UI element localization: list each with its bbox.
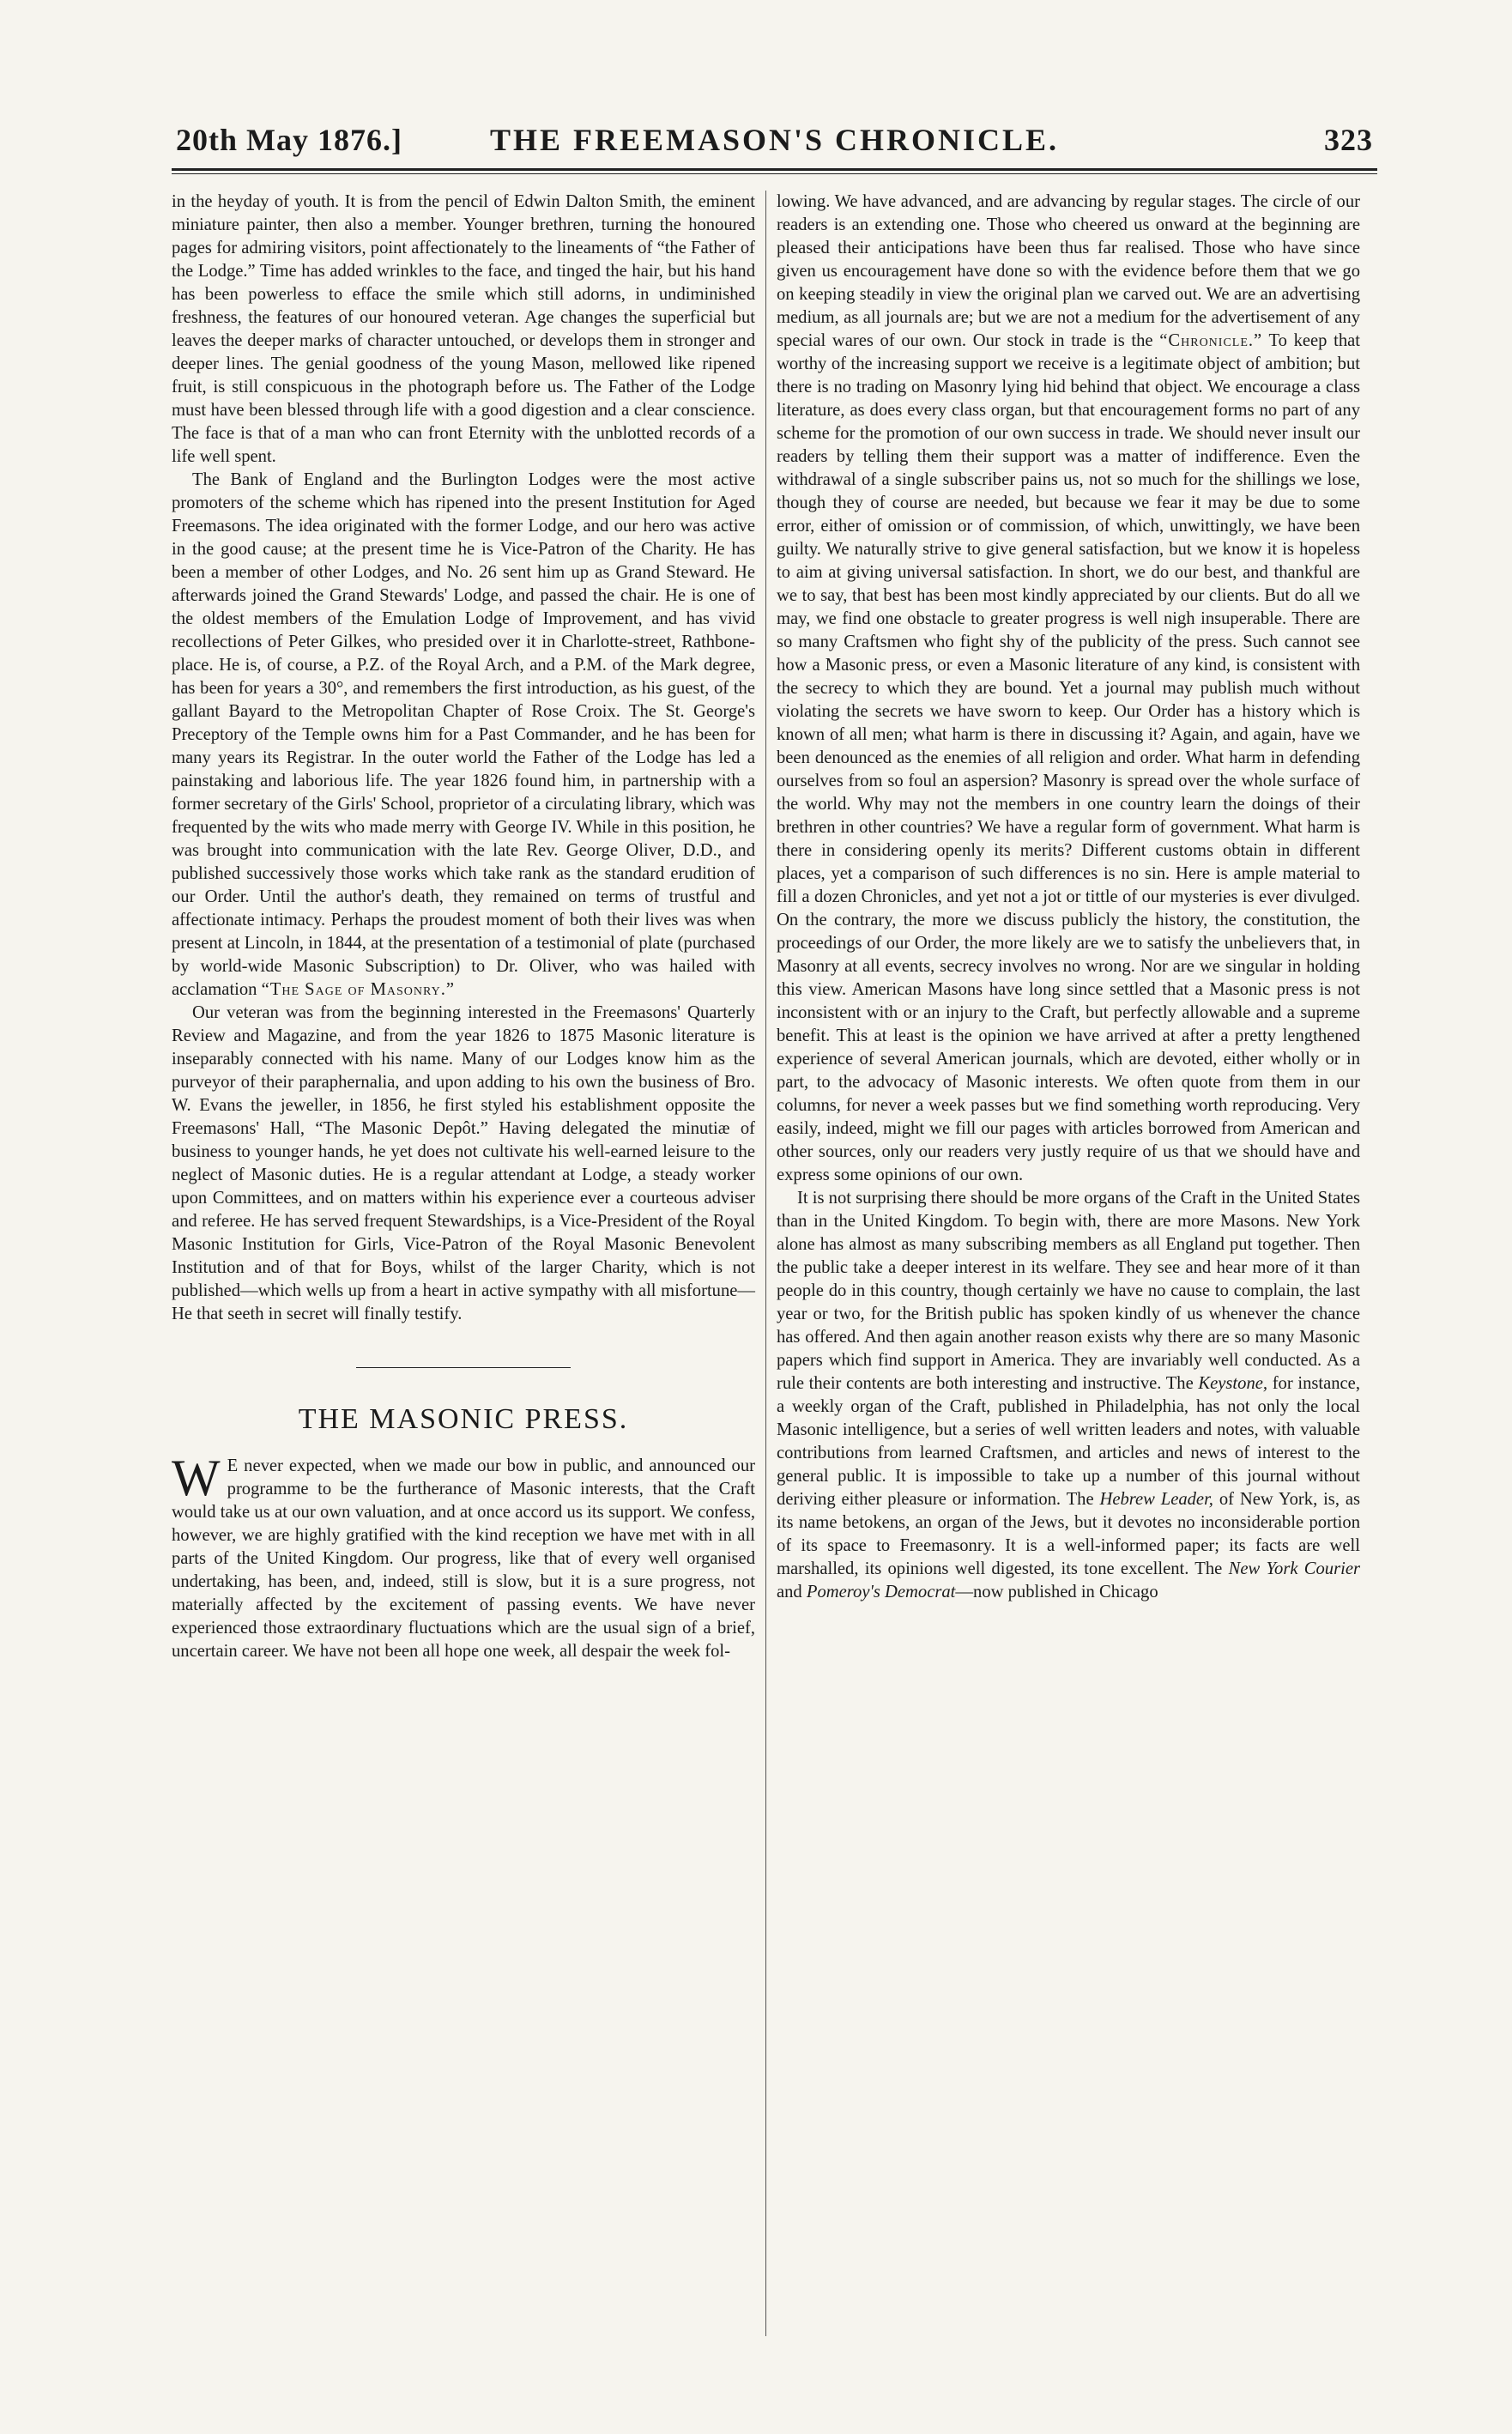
paragraph [172,1450,755,1663]
paragraph-text: and [777,1583,802,1601]
paragraph-text: —now published in Chicago [955,1583,1158,1601]
publication-name: New York Courier [1228,1559,1360,1578]
masthead-rule [172,168,1377,171]
paragraph-text: It is not surprising there should be more organs of the Craft in the United States than in the United Kingdom. To begin with, there are more Masons. New York alone has almost as many subscribing members as all England put together. Then the public take a deeper interest in its welfare. They see and hear more of it than people do in this country, though certainly we have no cause to complain, the last year or two, for the British public has spoken kindly of us whenever the chance has offered. And then again another reason exists why there are so many Masonic papers which find support in America. They are invariably well conducted. As a rule their contents are both interesting and instructive. The [777,1189,1360,1393]
paragraph [172,469,755,1002]
publication-name: Hebrew Leader, [1099,1490,1213,1509]
paragraph: in the heyday of youth. It is from the pencil of Edwin Dalton Smith, the eminent miniature painter, then also a member. Younger brethren, turning the honoured pages for admiring visitors, point affectionately to the lineaments of “the Father of the Lodge.” Time has added wrinkles to the face, and tinged the hair, but his hand has been powerless to efface the smile which still adorns, in undiminished freshness, the features of our honoured veteran. Age changes the superficial but leaves the deeper marks of character untouched, or develops them in stronger and deeper lines. The genial goodness of the young Mason, mellowed like ripened fruit, is still conspicuous in the photograph before us. The Father of the Lodge must have been blessed through life with a good digestion and a clear conscience. The face is that of a man who can front Eternity with the unblotted records of a life well spent. [172,192,755,466]
page-number: 323 [1324,123,1373,157]
publication-name: Keystone, [1198,1374,1268,1393]
section-separator [356,1367,571,1368]
masthead-rule-thin [172,173,1377,174]
publication-title: THE FREEMASON'S CHRONICLE. [489,123,1060,157]
right-column [777,191,1360,1604]
paragraph [777,191,1360,1187]
left-column [172,191,755,1663]
column-divider [765,191,766,2336]
paragraph-text: The Bank of England and the Burlington Lodges were the most active promoters of the scheme which has ripened into the present Institution for Aged Freemasons. The idea originated with the former Lodge, and our hero was active in the good cause; at the present time he is Vice-Patron of the Charity. He has been a member of other Lodges, and No. 26 sent him up as Grand Steward. He afterwards joined the Grand Stewards' Lodge, and passed the chair. He is one of the oldest members of the Emulation Lodge of Improvement, and has vivid recollections of Peter Gilkes, who presided over it in Charlotte-street, Rathbone-place. He is, of course, a P.Z. of the Royal Arch, and a P.M. of the Mark degree, has been for years a 30°, and remembers the first introduction, as his guest, of the gallant Bayard to the Metropolitan Chapter of Rose Croix. The St. George's Preceptory of the Temple owns him for a Past Commander, and he has been for many years its Registrar. In the outer world the Father of the Lodge has led a painstaking and laborious life. The year 1826 found him, in partnership with a former secretary of the Girls' School, proprietor of a circulating library, which was frequented by the wits who made merry with George IV. While in this position, he was brought into communication with the late Rev. George Oliver, D.D., and published successively those works which take rank as the standard erudition of our Order. Until the author's death, they remained on terms of trustful and affectionate intimacy. Perhaps the proudest moment of both their lives was when present at Lincoln, in 1844, at the presentation of a testimonial of plate (purchased by world-wide Masonic Subscription) to Dr. Oliver, who was hailed with acclamation [172,470,755,999]
paragraph: Our veteran was from the beginning interested in the Freemasons' Quarterly Review and Magazine, and from the year 1826 to 1875 Masonic literature is inseparably connected with his name. Many of our Lodges know him as the purveyor of their paraphernalia, and upon adding to his own the business of Bro. W. Evans the jeweller, in 1856, he first styled his establishment opposite the Freemasons' Hall, “The Masonic Depôt.” Having delegated the minutiæ of business to younger hands, he yet does not cultivate his well-earned leisure to the neglect of Masonic duties. He is a regular attendant at Lodge, a steady worker upon Committees, and on matters within his experience ever a courteous adviser and referee. He has served frequent Stewardships, is a Vice-President of the Royal Masonic Institution for Girls, Vice-Patron of the Royal Masonic Benevolent Institution and of that for Boys, whilst of the larger Charity, which is not published—which wells up from a heart in active sympathy with all misfortune—He that seeth in secret will finally testify. [172,1003,755,1323]
paragraph-text: E never expected, when we made our bow in public, and announced our programme to be the furtherance of Masonic interests, that the Craft would take us at our own valuation, and at once accord us its support. We confess, however, we are highly gratified with the kind reception we have met with in all parts of the United Kingdom. Our progress, like that of every well organised undertaking, has been, and, indeed, still is slow, but it is a sure progress, not materially affected by the excitement of passing events. We have never experienced those extraordinary fluctuations which are the usual sign of a brief, uncertain career. We have not been all hope one week, all despair the week fol- [172,1456,755,1661]
publication-name: Pomeroy's Democrat [806,1583,956,1601]
quoted-title: “The Sage of Masonry.” [261,980,455,999]
drop-cap: W [172,1450,221,1506]
paragraph-text: for instance, a weekly organ of the Craft, published in Philadelphia, has not only the local Masonic intelligence, but a series of well written leaders and notes, with valuable contributions from learned Craftsmen, and articles and news of interest to the general public. It is impossible to take up a number of this journal without deriving either pleasure or information. The [777,1374,1360,1509]
masthead [176,120,1373,165]
quoted-title: “Chronicle.” [1159,331,1263,350]
paragraph-text: lowing. We have advanced, and are advancing by regular stages. The circle of our readers is an extending one. Those who cheered us onward at the beginning are pleased their anticipations have been thus far realised. Those who have since given us encouragement have done so with the evidence before them that we go on keeping steadily in view the original plan we carved out. We are an advertising medium, as all journals are; but we are not a medium for the advertisement of any special wares of our own. Our stock in trade is the [777,192,1360,350]
paragraph [777,1187,1360,1604]
paragraph-text: To keep that worthy of the increasing support we receive is a legitimate object of ambition; but there is no trading on Masonry lying hid behind that object. We encourage a class literature, as does every class organ, but that encouragement forms no part of any scheme for the promotion of our own success in trade. We should never insult our readers by telling them their support was a matter of indifference. Even the withdrawal of a single subscriber pains us, not so much for the shillings we lose, though they of course are needed, but because we fear it may be due to some error, either of omission or of commission, of which, unwittingly, we have been guilty. We naturally strive to give general satisfaction, but we know it is hopeless to aim at giving universal satisfaction. In short, we do our best, and thankful are we to say, that best has been most kindly appreciated by our clients. But do all we may, we find one obstacle to greater progress is well nigh insuperable. There are so many Craftsmen who fight shy of the publicity of the press. Such cannot see how a Masonic press, or even a Masonic literature of any kind, is consistent with the secrecy to which they are bound. Yet a journal may publish much without violating the secrets we have sworn to keep. Our Order has a history which is known of all men; what harm is there in discussing it? Again, and again, have we been denounced as the enemies of all religion and order. What harm in defending ourselves from so foul an aspersion? Masonry is spread over the whole surface of the world. Why may not the members in one country learn the doings of their brethren in other countries? We have a regular form of government. What harm is there in considering openly its merits? Different customs obtain in different places, yet a comparison of such differences is no sin. Here is ample material to fill a dozen Chronicles, and yet not a jot or tittle of our mysteries is ever divulged. On the contrary, the more we discuss publicly the history, the constitution, the proceedings of our Order, the more likely are we to satisfy the unbelievers that, in Masonry at all events, secrecy involves no wrong. Nor are we singular in holding this view. American Masons have long since settled that a Masonic press is not inconsistent with or an injury to the Craft, but perfectly allowable and a supreme benefit. This at least is the opinion we have arrived at after a pretty lengthened experience of several American journals, which are devoted, either wholly or in part, to the advocacy of Masonic interests. We often quote from them in our columns, for never a week passes but we find something worth reproducing. Very easily, indeed, might we fill our pages with articles borrowed from American and other sources, only our readers very justly require of us that we should have and express some opinions of our own. [777,331,1361,1184]
issue-date: 20th May 1876.] [176,123,402,157]
section-heading: THE MASONIC PRESS. [298,1403,629,1435]
paragraph-text: of New York, is, as its name betokens, an organ of the Jews, but it devotes no inconsiderable portion of its space to Freemasonry. It is a well-informed paper; its facts are well marshalled, its opinions well digested, its tone excellent. The [777,1490,1360,1578]
